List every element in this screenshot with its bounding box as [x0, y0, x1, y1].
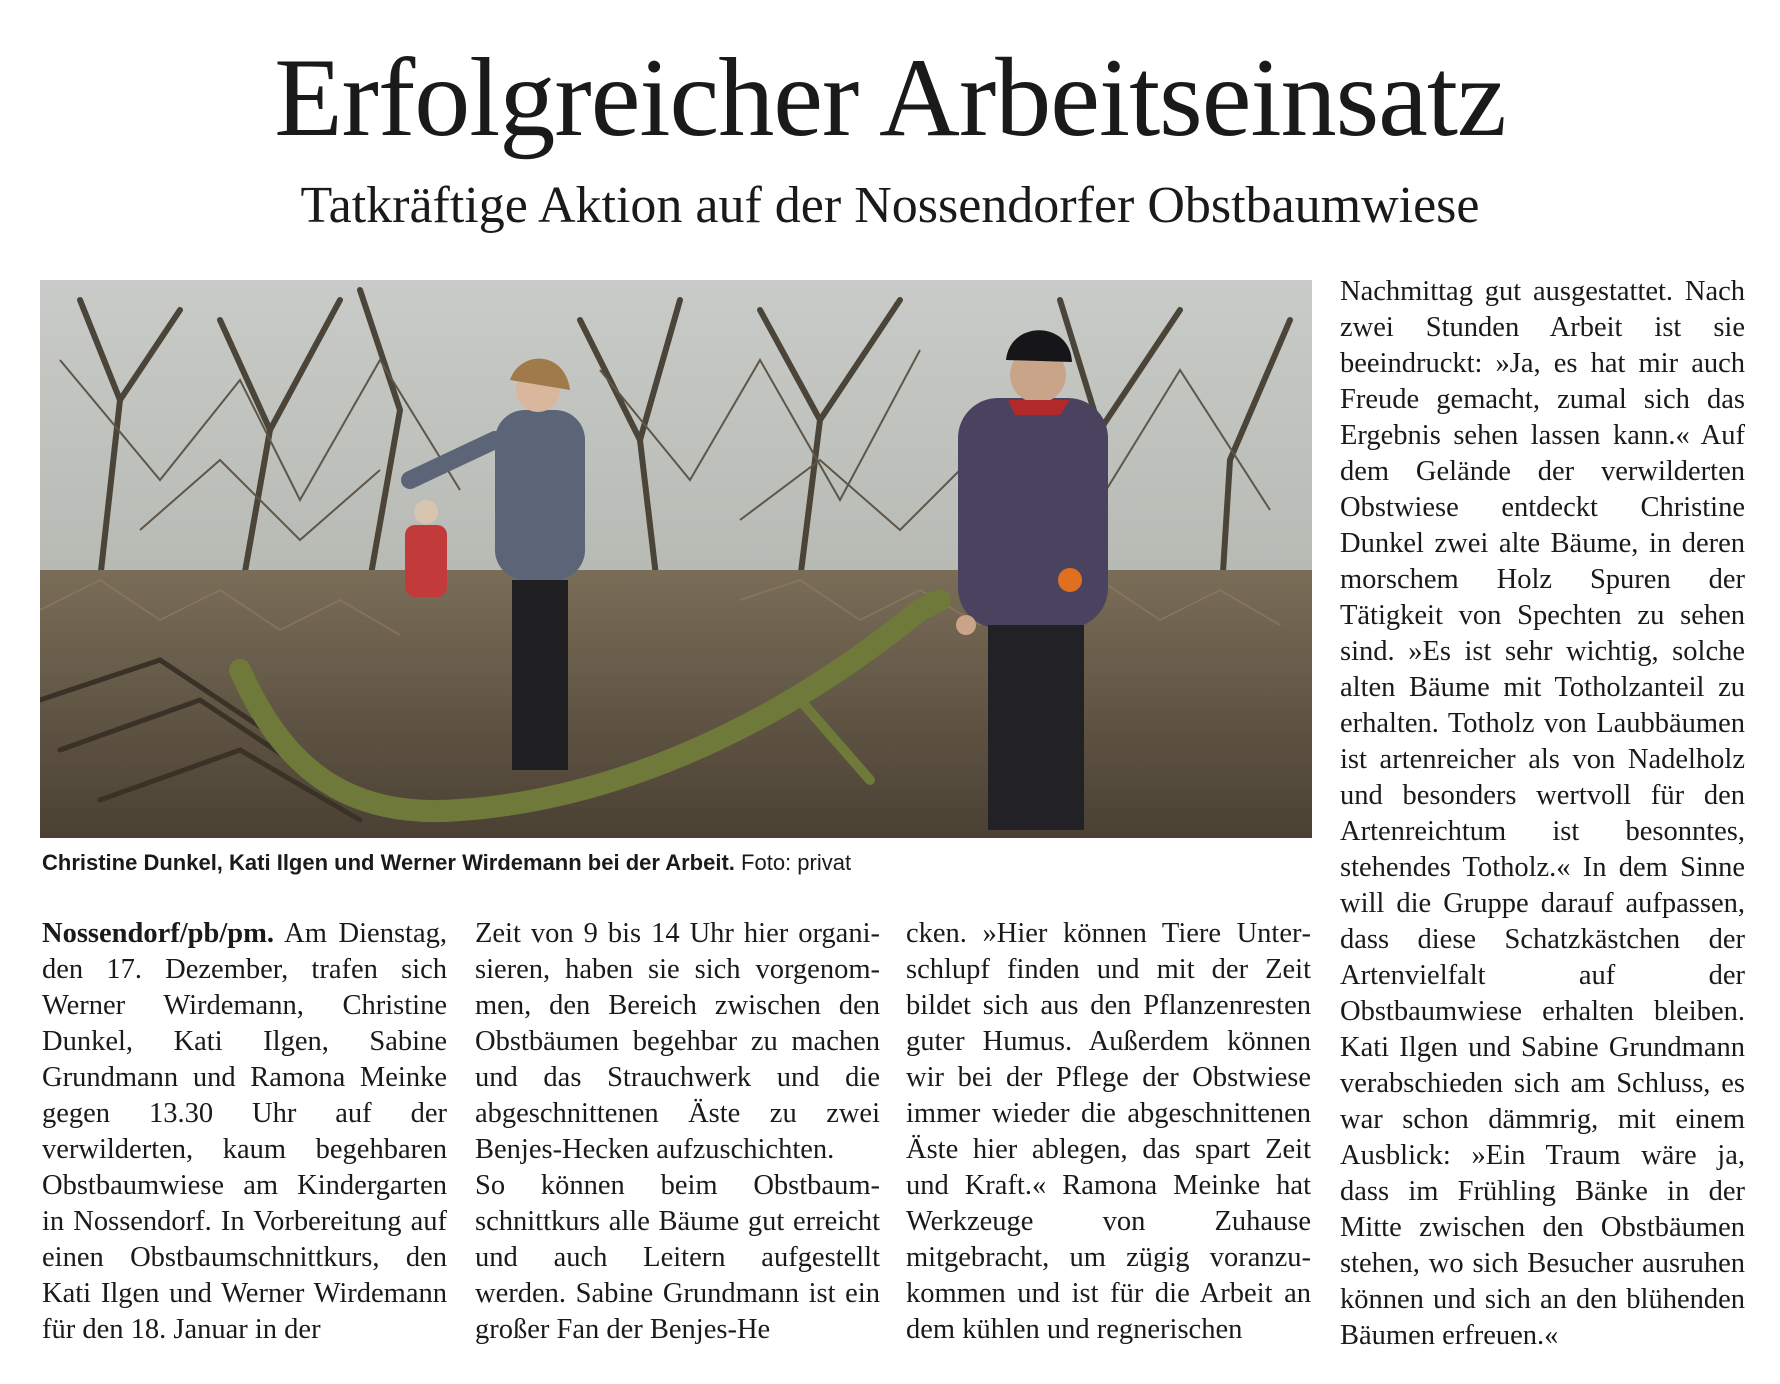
lead-paragraph: [42, 916, 447, 1348]
article-column-3: [906, 916, 1311, 1348]
dateline: Nossendorf/pb/pm.: [42, 918, 275, 949]
lead-text: Am Dienstag, den 17. Dezember, trafen sich Werner Wirdemann, Christine Dunkel, Kati Ilgen, Sabine Grundmann und Ramona Meinke gegen 13.30 Uhr auf der verwilderten, kaum begehbaren Obstbaumwiese am Kindergarten in Nossendorf. In Vorbereitung auf einen Obstbaumschnittkurs, den Kati Ilgen und Werner Wirdemann für den 18. Januar in der: [42, 918, 447, 1345]
article-photo: [40, 280, 1312, 838]
body-paragraph: So können beim Obstbaumschnittkurs alle Bäume gut erreicht und auch Leitern aufgestellt werden. Sabine Grundmann ist ein großer Fan der Benjes-He: [475, 1170, 880, 1345]
article-column-4: [1340, 274, 1745, 1354]
article-column-2: [475, 916, 880, 1348]
article-column-1: [42, 916, 447, 1348]
photo-credit: Foto: privat: [741, 850, 852, 875]
photo-caption: [42, 848, 1312, 878]
body-paragraph: cken. »Hier können Tiere Unterschlupf finden und mit der Zeit bildet sich aus den Pflanzenresten guter Humus. Außerdem können wir bei der Pflege der Obstwiese immer wieder die abgeschnittenen Äste hier ablegen, das spart Zeit und Kraft.« Ramona Meinke hat Werkzeuge von Zuhause mitgebracht, um zügig voranzukommen und ist für die Arbeit an dem kühlen und regnerischen: [906, 918, 1311, 1345]
caption-text: Christine Dunkel, Kati Ilgen und Werner Wirdemann bei der Arbeit.: [42, 850, 735, 875]
headline: Erfolgreicher Arbeitseinsatz: [274, 36, 1506, 160]
subheadline: Tatkräftige Aktion auf der Nossendorfer Obstbaumwiese: [300, 177, 1480, 234]
body-paragraph: Zeit von 9 bis 14 Uhr hier organisieren, haben sie sich vorgenommen, den Bereich zwischen den Obstbäumen begehbar zu machen und das Strauchwerk und die abgeschnittenen Äste zu zwei Benjes-Hecken aufzuschichten.: [475, 918, 880, 1165]
body-paragraph: Nachmittag gut ausgestattet. Nach zwei Stunden Arbeit ist sie beeindruckt: »Ja, es hat mir auch Freude gemacht, zumal sich das Ergebnis sehen lassen kann.« Auf dem Gelände der verwilderten Obstwiese entdeckt Christine Dunkel zwei alte Bäume, in deren morschem Holz Spuren der Tätigkeit von Spechten zu sehen sind. »Es ist sehr wichtig, solche alten Bäume mit Totholzanteil zu erhalten. Totholz von Laubbäumen ist artenreicher als von Nadelholz und besonders wertvoll für den Artenreichtum ist besonntes, stehendes Totholz.« In dem Sinne will die Gruppe darauf aufpassen, dass diese Schatzkästchen der Artenvielfalt auf der Obstbaumwiese erhalten bleiben. Kati Ilgen und Sabine Grundmann verabschieden sich am Schluss, es war schon dämmrig, mit einem Ausblick: »Ein Traum wäre ja, dass im Frühling Bänke in der Mitte zwischen den Obstbäumen stehen, wo sich Besucher ausruhen können und sich an den blühenden Bäumen erfreuen.«: [1340, 276, 1745, 1351]
